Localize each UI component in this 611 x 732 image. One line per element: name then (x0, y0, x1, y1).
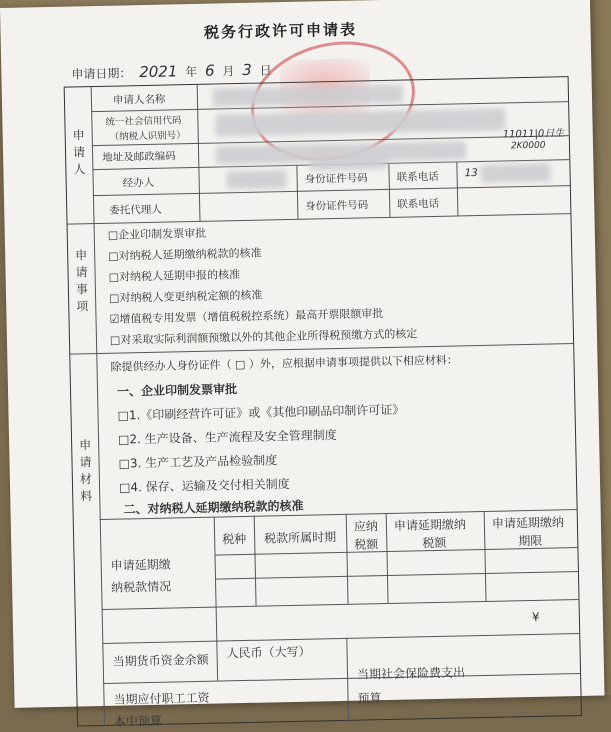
redacted-id-number (310, 157, 386, 171)
handler-label: 经办人 (122, 176, 155, 190)
matter-item[interactable]: □对采取实际利润额预缴以外的其他企业所得税预缴方式的核定 (109, 327, 418, 347)
apply-day-unit: 日 (259, 63, 272, 78)
matter-item[interactable]: □对纳税人延期缴纳税款的核准 (108, 246, 262, 263)
redacted-phone (480, 164, 550, 183)
apply-day: 3 (242, 60, 253, 79)
applicant-section-label: 申请人 (72, 128, 86, 177)
col-delay-amount-1: 申请延期缴纳 (393, 517, 467, 533)
applicant-name-label: 申请人名称 (112, 93, 166, 107)
agent-id-label: 身份证件号码 (305, 199, 369, 213)
redacted-name (213, 85, 403, 107)
matter-item-checked[interactable]: ☑增值税专用发票（增值税税控系统）最高开票限额审批 (109, 307, 384, 326)
apply-month-unit: 月 (222, 64, 235, 79)
apply-date-label: 申请日期： (71, 66, 132, 82)
col-delay-amount-2: 税额 (422, 535, 447, 551)
label-divider (197, 85, 201, 221)
delay-row-label-1: 申请延期缴 (110, 557, 171, 573)
phone-label-divider (456, 161, 458, 215)
phone-value-partial: 13 (464, 167, 479, 180)
row-line (93, 185, 571, 196)
currency-balance-label: 当期货币资金余额 (112, 652, 209, 669)
col-divider (484, 511, 487, 601)
agent-label: 委托代理人 (109, 203, 162, 217)
form-table (64, 76, 582, 729)
phone-label: 联系电话 (396, 170, 439, 184)
col-divider (254, 516, 257, 606)
col-tax-type: 税种 (222, 531, 247, 547)
subtable-label-divider (214, 517, 218, 681)
part2-title: 二、对纳税人延期缴纳税款的核准 (123, 498, 304, 517)
materials-intro: 除提供经办人身份证件（ □ ）外，应根据申请事项提供以下相应材料： (110, 353, 458, 374)
subtable-row-line (215, 571, 579, 580)
col-divider (346, 514, 349, 604)
social-insurance-label-1: 当期社会保险费支出 (356, 665, 466, 682)
col-amount-1: 应纳 (353, 519, 379, 534)
margin-handwriting-2: 2K0000 (510, 140, 546, 152)
matter-item[interactable]: □对纳税人延期申报的核准 (108, 268, 241, 284)
apply-year-unit: 年 (185, 64, 198, 80)
part1-item[interactable]: □4. 保存、运输及交付相关制度 (118, 477, 290, 495)
redacted-handler (226, 170, 286, 189)
matter-item[interactable]: □对纳税人变更纳税定额的核准 (108, 288, 263, 305)
col-amount-2: 税额 (354, 537, 379, 552)
part1-title: 一、企业印制发票审批 (116, 382, 238, 399)
part1-item[interactable]: □3. 生产工艺及产品检验制度 (118, 453, 278, 471)
yen-symbol: ¥ (531, 609, 540, 624)
col-delay-term-2: 期限 (518, 533, 543, 549)
subtable-bottom-line (102, 599, 580, 610)
currency-row-line (102, 633, 580, 644)
apply-year: 2021 (139, 62, 178, 82)
apply-date-line (71, 60, 272, 82)
apply-month: 6 (204, 61, 215, 80)
wages-row-line (103, 673, 581, 684)
id-label-divider (296, 165, 298, 219)
redacted-credit-code (215, 108, 505, 136)
col-divider (386, 513, 389, 603)
col-period: 税款所属时期 (264, 530, 337, 546)
matters-section-label: 申请事项 (75, 248, 89, 314)
id-number-label: 身份证件号码 (304, 172, 368, 186)
rmb-uppercase-label: 人民币（大写） (226, 644, 311, 661)
address-label: 地址及邮政编码 (102, 150, 176, 164)
agent-phone-label: 联系电话 (397, 197, 440, 211)
margin-handwriting-1: 11011|0日生 (502, 128, 565, 141)
col-delay-term-1: 申请延期缴纳 (491, 515, 565, 531)
credit-code-label: 统一社会信用代码 (105, 115, 182, 128)
matter-item[interactable]: □企业印制发票审批 (107, 226, 207, 242)
part1-item[interactable]: □2. 生产设备、生产流程及安全管理制度 (117, 428, 337, 447)
social-divider (346, 638, 349, 722)
materials-section-label: 申请材料 (79, 438, 93, 504)
part1-item[interactable]: □1.《印刷经营许可证》或《其他印刷品印制许可证》 (117, 402, 405, 423)
id-value-divider (388, 163, 390, 217)
next-row-label: 本中预算 (113, 713, 163, 729)
social-insurance-label-2: 预算 (357, 691, 382, 706)
section-column-divider (91, 87, 105, 727)
wages-label: 当期应付职工工资 (113, 690, 210, 707)
delay-row-label-2: 纳税款情况 (111, 579, 172, 595)
form-title: 税务行政许可申请表 (203, 20, 358, 42)
taxpayer-id-label: （纳税人识别号） (109, 130, 186, 143)
